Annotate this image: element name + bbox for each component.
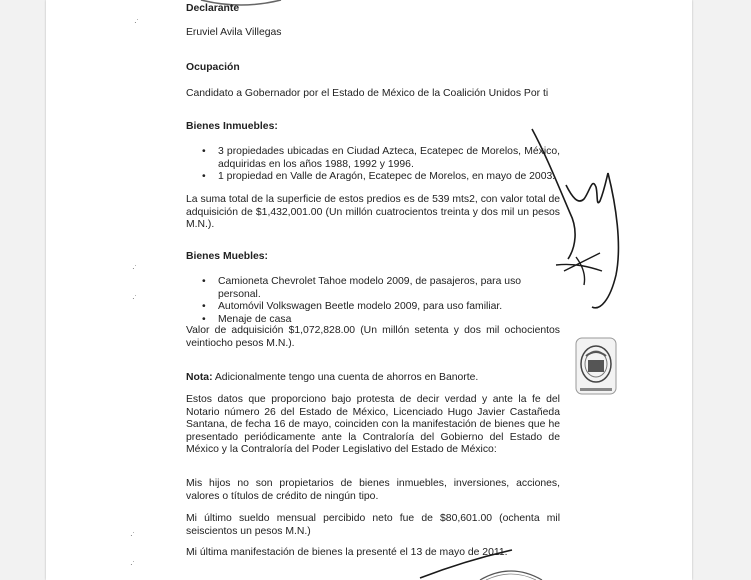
document-page [46,0,692,580]
bottom-stamp-fragment [476,566,546,580]
list-item: • Camioneta Chevrolet Tahoe modelo 2009, de pasajeros, para uso personal. [202,276,522,300]
bullet-icon: • [202,146,206,157]
inmuebles-total: La suma total de la superficie de estos predios es de 539 mts2, con valor total de adquisición de $1,432,001.00 (Un millón cuatrocientos treinta y dos mil un pesos M.N.). [186,194,560,230]
inmuebles-list [202,146,560,184]
bullet-icon: • [202,313,206,325]
scan-speck: ·˙ [130,560,136,569]
nota-label: Nota: [186,372,213,383]
inmuebles-heading: Bienes Inmuebles: [186,121,278,132]
sueldo-paragraph: Mi último sueldo mensual percibido neto fue de $80,601.00 (ochenta mil seiscientos un pesos M.N.) [186,513,560,537]
bullet-icon: • [202,171,206,182]
signature [526,125,626,325]
notary-seal [574,336,618,396]
list-item: • Automóvil Volkswagen Beetle modelo 2009, para uso familiar. [202,301,503,312]
list-item: • 3 propiedades ubicadas en Ciudad Azteca, Ecatepec de Morelos, México, adquiridas en los años 1988, 1992 y 1996. [202,146,560,170]
scan-speck: ·˙ [130,531,136,540]
declarante-label: Declarante [186,3,240,14]
bullet-icon: • [202,276,206,287]
declarante-name: Eruviel Avila Villegas [186,27,282,38]
muebles-heading: Bienes Muebles: [186,251,268,262]
nota-line [186,372,566,385]
ocupacion-text: Candidato a Gobernador por el Estado de México de la Coalición Unidos Por ti [186,88,549,99]
list-item: • 1 propiedad en Valle de Aragón, Ecatepec de Morelos, en mayo de 2003. [202,171,556,182]
bullet-icon: • [202,301,206,312]
scan-speck: ·˙ [132,264,138,273]
ocupacion-label: Ocupación [186,62,240,73]
scan-speck: ·˙ [132,294,138,303]
nota-text: Adicionalmente tengo una cuenta de ahorros en Banorte. [212,372,479,383]
scan-speck: ·˙ [134,18,140,27]
protesta-paragraph: Estos datos que proporciono bajo protesta de decir verdad y ante la fe del Notario número 26 del Estado de México, Licenciado Hugo Javier Castañeda Santana, de fecha 16 de mayo, coinciden con la manifestación de bienes que he presentado periódicamente ante la Contraloría del Gobierno del Estado de México y la Contraloría del Poder Legislativo del Estado de México: [186,394,560,455]
hijos-paragraph: Mis hijos no son propietarios de bienes inmuebles, inversiones, acciones, valores o títulos de crédito de ningún tipo. [186,478,560,502]
muebles-value: Valor de adquisición $1,072,828.00 (Un millón setenta y dos mil ochocientos veintiocho pesos M.N.). [186,325,560,349]
list-item: • Menaje de casa [202,313,292,325]
manifestacion-paragraph: Mi última manifestación de bienes la presenté el 13 de mayo de 2011. [186,547,508,558]
muebles-list [202,276,562,326]
